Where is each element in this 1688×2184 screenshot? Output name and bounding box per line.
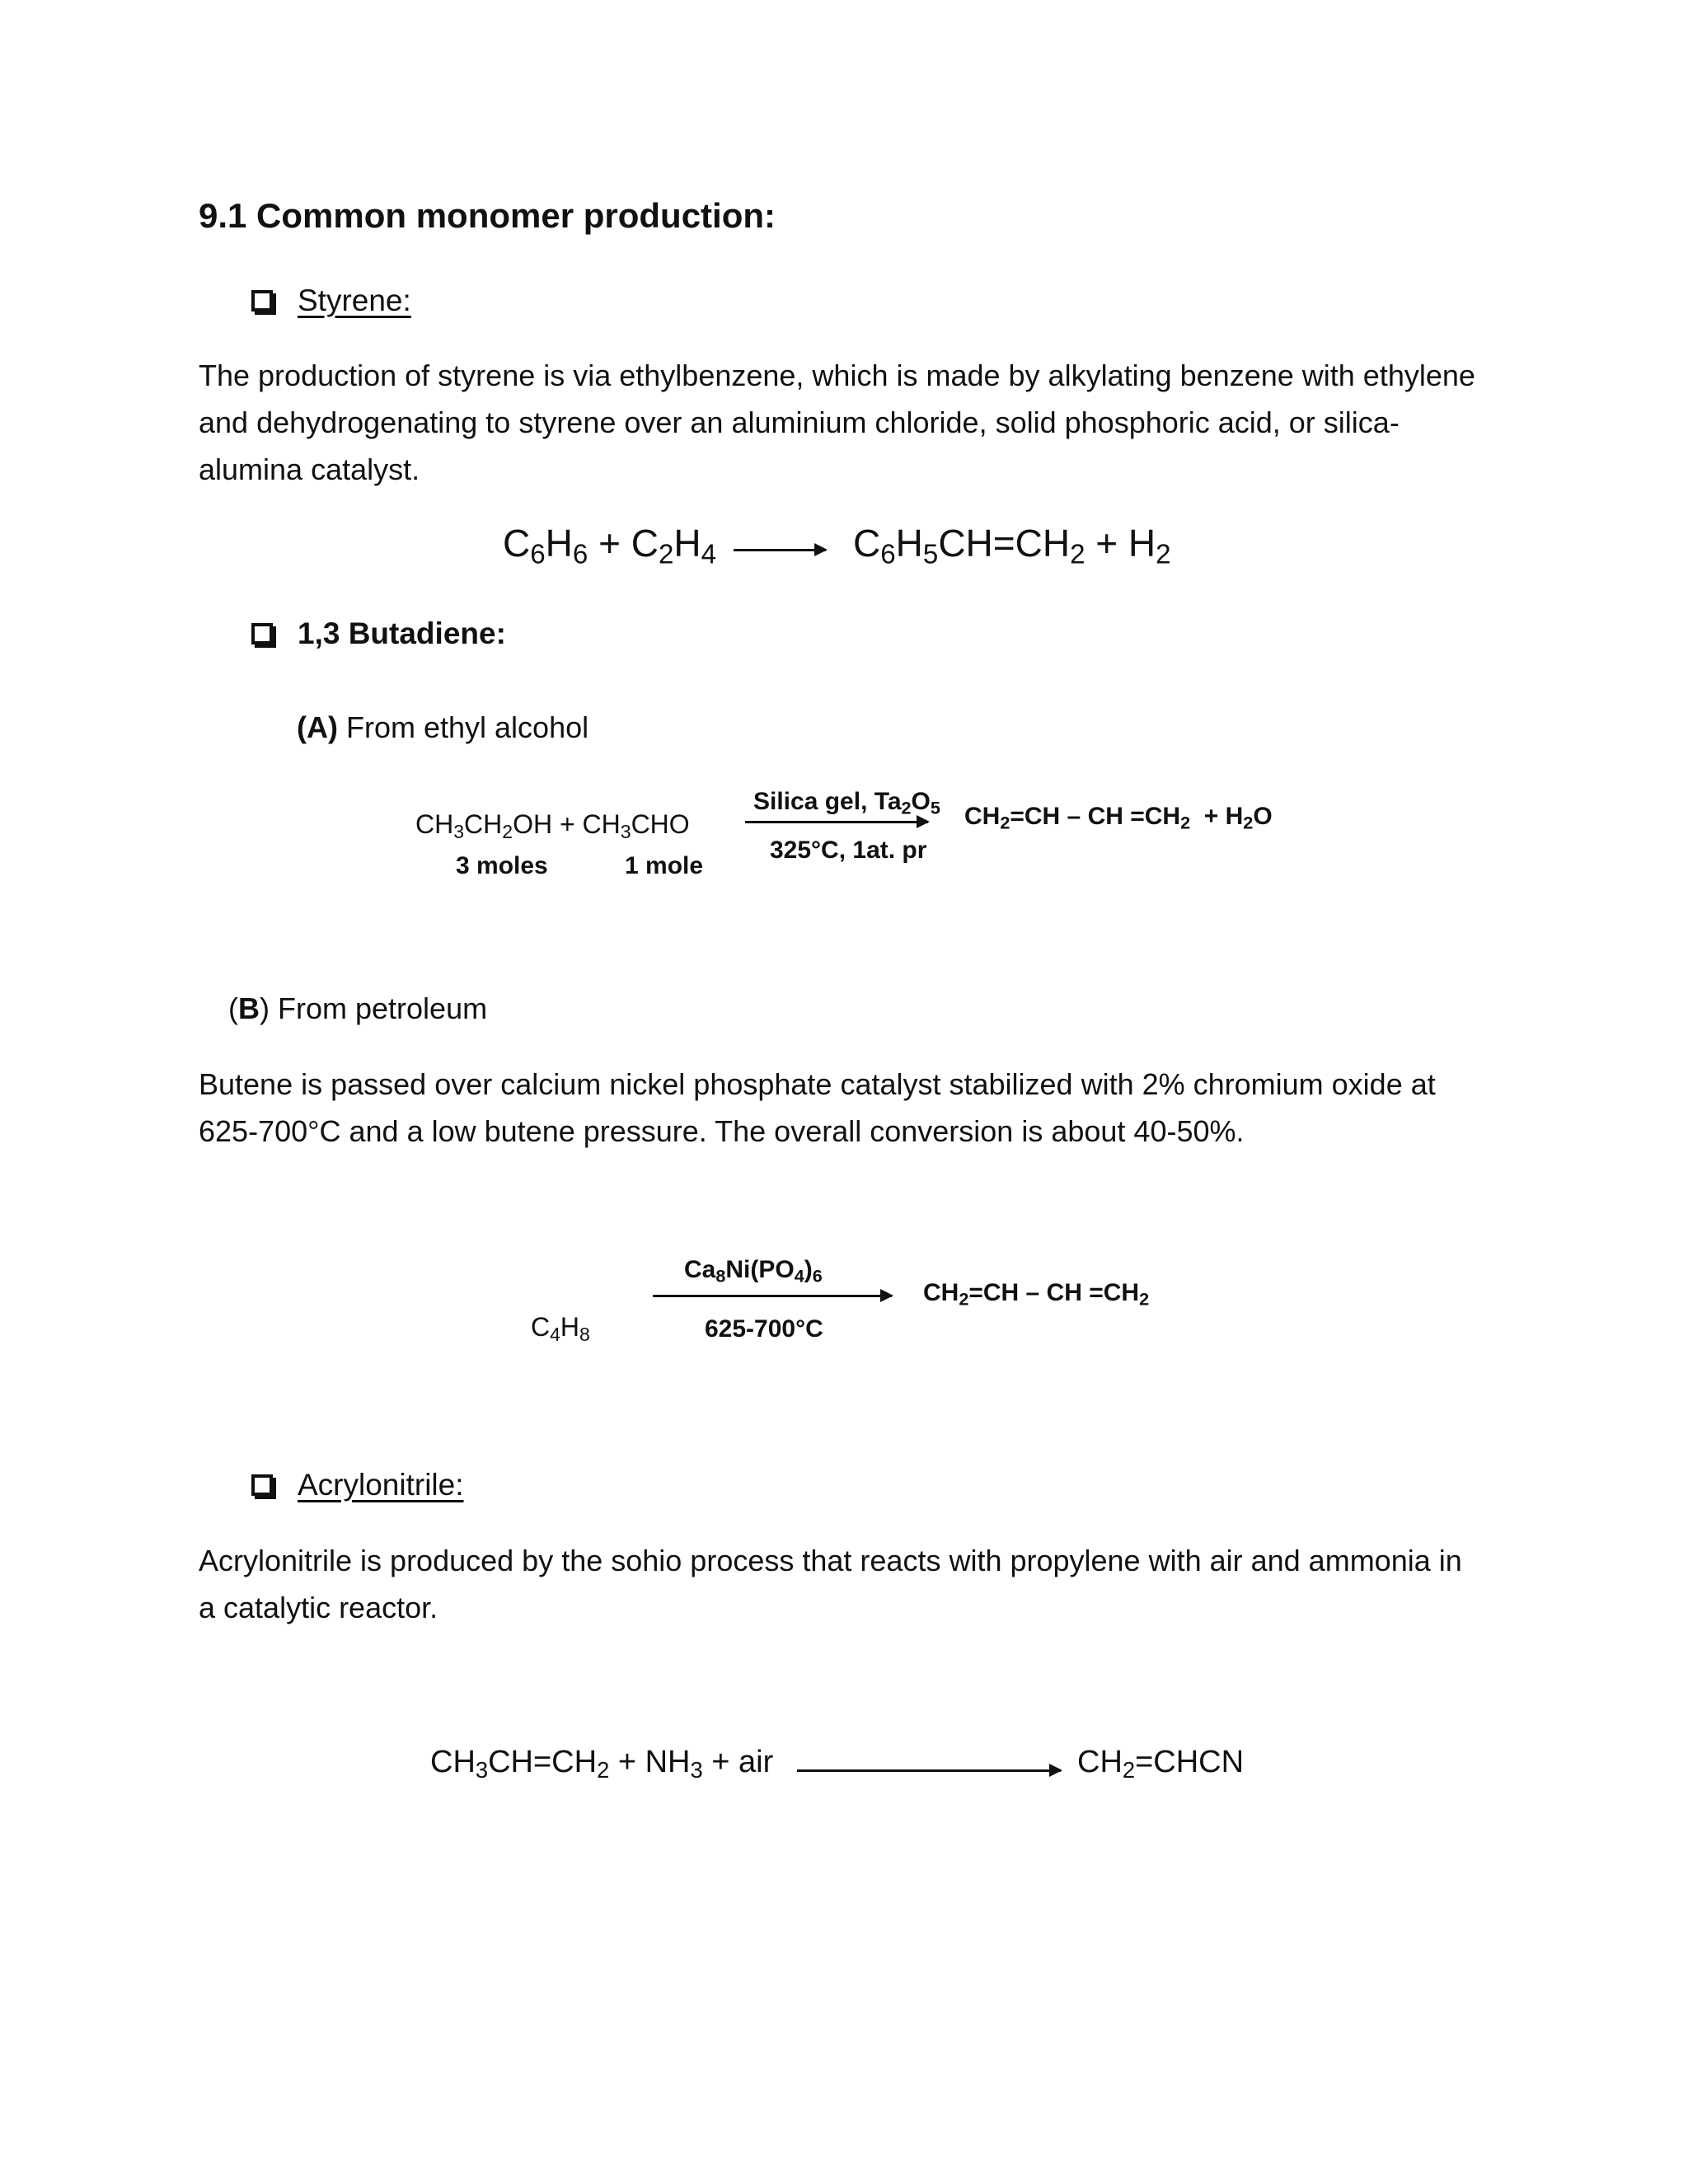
checkbox-icon	[251, 290, 273, 312]
b-letter: B	[238, 991, 260, 1025]
reaction-arrow-icon	[734, 549, 826, 551]
section-heading: 9.1 Common monomer production:	[199, 196, 776, 235]
butadiene-label: 1,3 Butadiene:	[298, 616, 506, 650]
styrene-paragraph: The production of styrene is via ethylbenzene, which is made by alkylating benzene with ethylene and dehydrogenating to styrene over an aluminium chloride, solid phosphoric acid, or silica-alumina catalyst.	[199, 359, 1475, 486]
condition-label: 325°C, 1at. pr	[770, 837, 927, 864]
acrylonitrile-product: $CH_2=CHCN$	[1077, 1745, 1245, 1783]
butadiene-b-heading: (B) From petroleum	[228, 991, 488, 1025]
butadiene-b-product: $CH_2=CH$ – CH $=CH_2$	[923, 1279, 1150, 1310]
acrylonitrile-label: Acrylonitrile:	[298, 1468, 464, 1502]
a-letter: (A)	[297, 710, 338, 744]
butene-formula: $C_4H_8$	[531, 1312, 590, 1345]
reaction-arrow-icon	[797, 1769, 1061, 1772]
styrene-bullet	[251, 284, 411, 318]
acrylonitrile-bullet	[251, 1468, 464, 1502]
checkbox-icon	[251, 1474, 273, 1496]
b-text: From petroleum	[270, 991, 488, 1025]
reaction-arrow-icon	[653, 1295, 892, 1297]
butadiene-a-heading	[297, 710, 588, 745]
moles-acetaldehyde: 1 mole	[625, 852, 704, 879]
catalyst-label: $Ca_8Ni(PO_4)_6$	[684, 1256, 823, 1286]
styrene-products: $C_6H_5CH=CH_2 + H_2$	[853, 522, 1171, 570]
catalyst-label: Silica gel, $Ta_2O_5$	[753, 788, 940, 818]
moles-ethanol: 3 moles	[456, 852, 548, 879]
butadiene-a-reactants: $CH_3CH_2OH + CH_3CHO$	[415, 809, 690, 842]
condition-label: 625-700°C	[705, 1315, 823, 1343]
styrene-reactants: $C_6H_6 + C_2H_4$	[503, 522, 717, 570]
a-text: From ethyl alcohol	[337, 710, 589, 744]
butadiene-bullet	[251, 616, 506, 651]
reaction-arrow-icon	[745, 821, 928, 823]
butadiene-a-products: $CH_2=CH$ – CH $=CH_2 + H_2O$	[964, 803, 1273, 833]
acrylonitrile-paragraph: Acrylonitrile is produced by the sohio process that reacts with propylene with air and ammonia in a catalytic reactor.	[199, 1544, 1462, 1624]
checkbox-icon	[251, 623, 273, 644]
acrylonitrile-reactants: $CH_3CH=CH_2 + NH_3$ + air	[430, 1745, 774, 1783]
butadiene-b-paragraph: Butene is passed over calcium nickel phosphate catalyst stabilized with 2% chromium oxide at 625-700°C and a low butene pressure. The overall conversion is about 40-50%.	[199, 1067, 1436, 1148]
styrene-label: Styrene:	[298, 284, 411, 317]
